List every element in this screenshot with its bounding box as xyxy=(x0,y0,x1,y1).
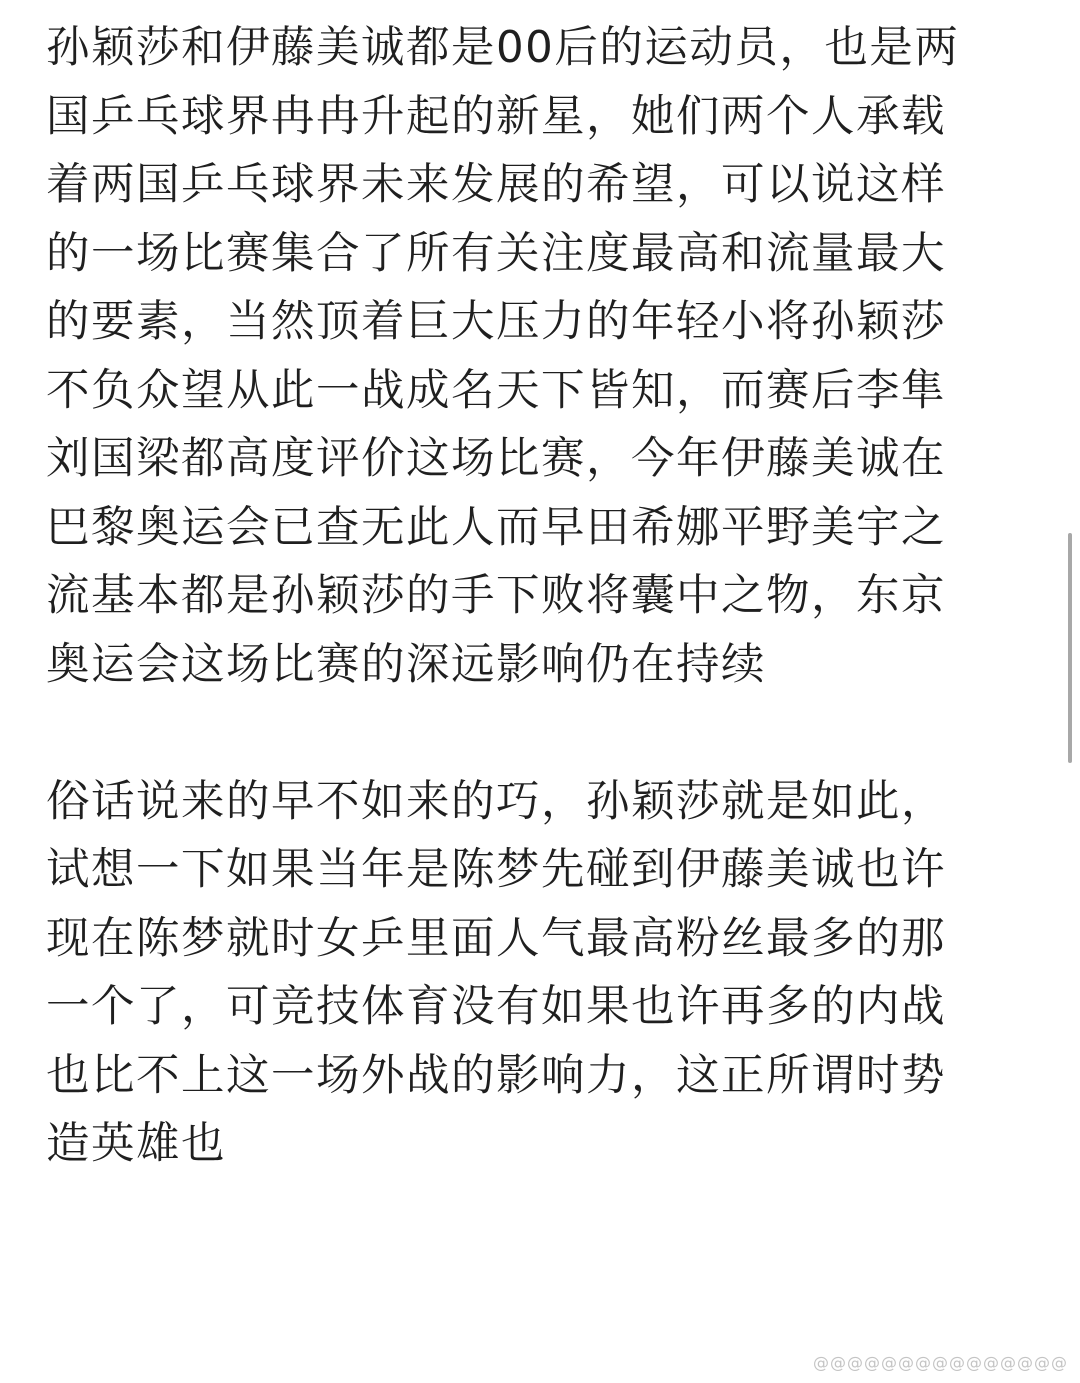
text-line: 的要素，当然顶着巨大压力的年轻小将孙颖莎 xyxy=(46,297,946,347)
text-line: 孙颖莎和伊藤美诚都是00后的运动员，也是两 xyxy=(46,23,960,73)
paragraph-gap xyxy=(46,699,1041,768)
text-line: 奥运会这场比赛的深远影响仍在持续 xyxy=(46,639,766,690)
text-line: 一个了，可竞技体育没有如果也许再多的内战 xyxy=(46,982,946,1032)
paragraph-2 xyxy=(46,768,1041,1179)
text-line: 巴黎奥运会已查无此人而早田希娜平野美宇之 xyxy=(46,502,946,553)
text-line: 国乒乓球界冉冉升起的新星，她们两个人承载 xyxy=(46,91,946,142)
text-line: 不负众望从此一战成名天下皆知，而赛后李隼 xyxy=(46,365,946,416)
text-line: 造英雄也 xyxy=(46,1119,226,1169)
watermark: @@@@@@@@@@@@@@@ xyxy=(813,1353,1068,1372)
text-line: 俗话说来的早不如来的巧，孙颖莎就是如此， xyxy=(46,776,946,827)
text-line: 的一场比赛集合了所有关注度最高和流量最大 xyxy=(46,228,946,279)
text-line: 也比不上这一场外战的影响力，这正所谓时势 xyxy=(46,1050,946,1101)
article-body xyxy=(46,14,1041,1179)
scrollbar-thumb[interactable] xyxy=(1068,533,1072,763)
text-line: 流基本都是孙颖莎的手下败将囊中之物，东京 xyxy=(46,571,946,621)
text-line: 着两国乒乓球界未来发展的希望，可以说这样 xyxy=(46,160,946,210)
text-line: 试想一下如果当年是陈梦先碰到伊藤美诚也许 xyxy=(46,845,946,895)
text-line: 现在陈梦就时女乒里面人气最高粉丝最多的那 xyxy=(46,913,946,964)
text-line: 刘国梁都高度评价这场比赛，今年伊藤美诚在 xyxy=(46,434,946,484)
paragraph-1 xyxy=(46,14,1041,699)
